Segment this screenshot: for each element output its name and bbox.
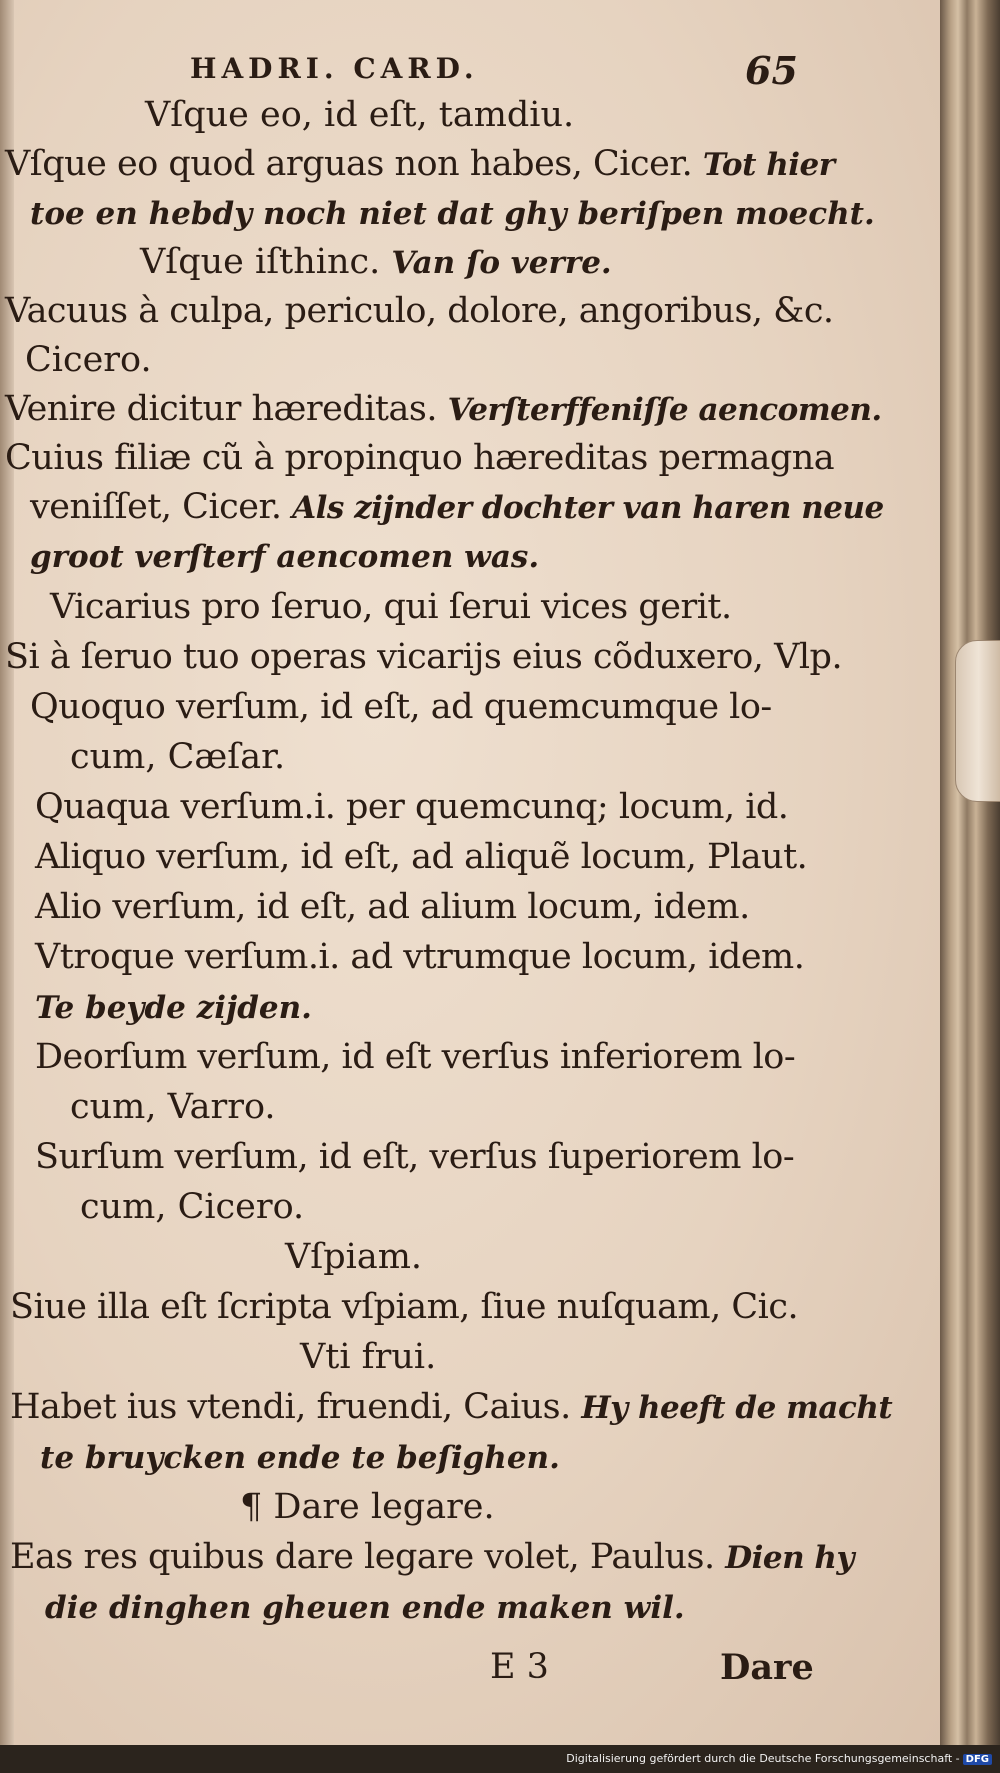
text-line: Vicarius pro ſeruo, qui ſerui vices gerit. xyxy=(50,587,732,627)
digitization-credit: Digitalisierung gefördert durch die Deutsche Forschungsgemeinschaft - DFG xyxy=(566,1752,992,1765)
text-line: Surſum verſum, id eſt, verſus ſuperiorem lo- xyxy=(35,1137,795,1177)
text-line: toe en hebdy noch niet dat ghy beriſpen moecht. xyxy=(30,196,875,232)
text-line: cum, Cicero. xyxy=(80,1187,305,1227)
text-line: Quoquo verſum, id eſt, ad quemcumque lo- xyxy=(30,687,772,727)
text-line: te bruycken ende te beſighen. xyxy=(40,1440,560,1476)
text-line: cum, Cæſar. xyxy=(70,737,286,777)
running-title: HADRI. CARD. xyxy=(190,52,479,85)
text-line: groot verſterf aencomen was. xyxy=(30,539,540,575)
text-line: Deorſum verſum, id eſt verſus inferiorem lo- xyxy=(35,1037,796,1077)
signature-mark: E 3 xyxy=(490,1647,549,1687)
catchword: Dare xyxy=(720,1647,814,1688)
text-line: Alio verſum, id eſt, ad alium locum, idem. xyxy=(35,887,750,927)
page-gutter-shadow xyxy=(0,0,14,1745)
text-line: Cuius filiæ cũ à propinquo hæreditas permagna xyxy=(5,438,835,478)
text-line: veniſſet, Cicer. Als zijnder dochter van haren neue xyxy=(30,487,884,527)
text-line: Aliquo verſum, id eſt, ad aliquẽ locum, Plaut. xyxy=(35,837,808,877)
text-line: Cicero. xyxy=(25,340,152,380)
text-line: Vti frui. xyxy=(300,1337,437,1377)
text-line: cum, Varro. xyxy=(70,1087,276,1127)
text-line: Si à ſeruo tuo operas vicarijs eius cõduxero, Vlp. xyxy=(5,637,843,677)
text-line: Vſque eo quod arguas non habes, Cicer. Tot hier xyxy=(5,144,835,184)
text-line: Vſque iſthinc. Van ſo verre. xyxy=(140,242,612,282)
text-line: die dinghen gheuen ende maken wil. xyxy=(45,1590,685,1626)
page-number: 65 xyxy=(745,48,798,93)
dfg-logo: DFG xyxy=(963,1754,992,1765)
text-line: Habet ius vtendi, fruendi, Caius. Hy heeft de macht xyxy=(10,1387,893,1427)
page-clip-tab xyxy=(955,640,1000,802)
text-line: ¶ Dare legare. xyxy=(240,1487,495,1527)
text-line: Vſque eo, id eſt, tamdiu. xyxy=(145,95,575,135)
text-line: Venire dicitur hæreditas. Verſterffeniſſe aencomen. xyxy=(5,389,882,429)
text-line: Eas res quibus dare legare volet, Paulus. Dien hy xyxy=(10,1537,854,1577)
text-line: Vtroque verſum.i. ad vtrumque locum, idem. xyxy=(35,937,805,977)
text-line: Quaqua verſum.i. per quemcunq; locum, id. xyxy=(35,787,789,827)
text-line: Vſpiam. xyxy=(285,1237,423,1277)
text-line: Vacuus à culpa, periculo, dolore, angoribus, &c. xyxy=(5,291,834,331)
fore-edge-pages xyxy=(940,0,1000,1773)
text-line: Siue illa eſt ſcripta vſpiam, ſiue nuſquam, Cic. xyxy=(10,1287,799,1327)
text-line: Te beyde zijden. xyxy=(35,990,312,1026)
